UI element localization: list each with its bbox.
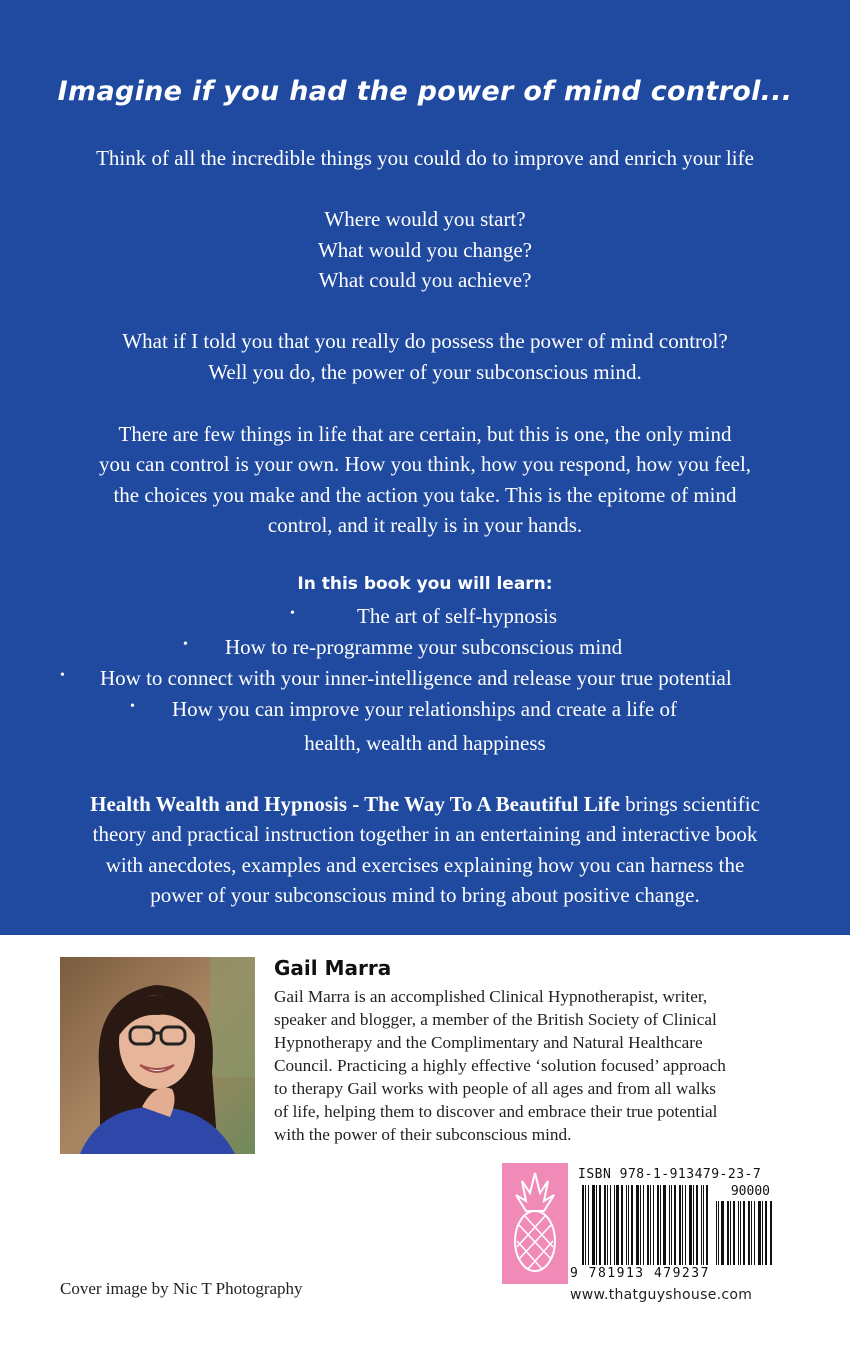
barcode-bar	[599, 1185, 601, 1265]
price-code: 90000	[730, 1184, 770, 1199]
addon-barcode-bar	[765, 1201, 767, 1265]
summary-line: with anecdotes, examples and exercises explaining how you can harness the	[105, 853, 745, 877]
bullet-text: How to connect with your inner-intelligence and release your true potential	[100, 666, 732, 690]
addon-barcode-bar	[754, 1201, 755, 1265]
summary-line: theory and practical instruction together in an entertaining and interactive book	[92, 822, 758, 846]
summary-line	[0, 789, 850, 819]
addon-barcode-bar	[730, 1201, 731, 1265]
question-line: Where would you start?	[324, 207, 526, 231]
barcode-bar	[628, 1185, 629, 1265]
barcode-bar	[607, 1185, 608, 1265]
bullet-icon: •	[183, 637, 188, 652]
bullet-icon: •	[60, 668, 65, 683]
summary-text: brings scientific	[619, 792, 760, 816]
bullet-continuation: health, wealth and happiness	[304, 731, 546, 755]
barcode-bar	[614, 1185, 615, 1265]
question-line: What would you change?	[317, 238, 532, 262]
paragraph-line: the choices you make and the action you take. This is the epitome of mind	[113, 483, 737, 507]
barcode-bar	[657, 1185, 659, 1265]
barcode-bar	[588, 1185, 589, 1265]
barcode-bar	[610, 1185, 611, 1265]
author-name: Gail Marra	[274, 956, 392, 980]
barcode-bar	[647, 1185, 649, 1265]
intro-line: Think of all the incredible things you could do to improve and enrich your life	[96, 146, 754, 170]
learn-heading: In this book you will learn:	[297, 574, 553, 594]
barcode-bar	[660, 1185, 661, 1265]
bullet-icon: •	[290, 606, 295, 621]
bullet-text: How to re-programme your subconscious mind	[225, 635, 623, 659]
bullet-text: The art of self-hypnosis	[357, 604, 558, 628]
bio-line: with the power of their subconscious mind.	[274, 1125, 572, 1144]
barcode-bar	[582, 1185, 584, 1265]
paragraph-line: control, and it really is in your hands.	[267, 513, 583, 537]
addon-barcode-bar	[751, 1201, 752, 1265]
barcode-bar	[706, 1185, 708, 1265]
addon-barcode-bar	[743, 1201, 745, 1265]
barcode-bar	[689, 1185, 692, 1265]
addon-barcode-bar	[733, 1201, 735, 1265]
barcode-bar	[685, 1185, 686, 1265]
barcode-bar	[693, 1185, 694, 1265]
barcode-bar	[636, 1185, 639, 1265]
addon-barcode-bar	[748, 1201, 750, 1265]
bio-line: of life, helping them to discover and embrace their true potential	[274, 1102, 718, 1121]
barcode-bar	[696, 1185, 698, 1265]
barcode-bar	[650, 1185, 651, 1265]
author-photo	[60, 957, 255, 1154]
barcode-bar	[703, 1185, 704, 1265]
barcode-bar	[701, 1185, 702, 1265]
barcode-bar	[631, 1185, 633, 1265]
bio-line: Hypnotherapy and the Complimentary and Natural Healthcare	[274, 1033, 703, 1052]
isbn-text: ISBN 978-1-913479-23-7	[578, 1167, 762, 1182]
barcode-bar	[592, 1185, 595, 1265]
ean-number: 9 781913 479237	[570, 1266, 710, 1281]
book-title: Health Wealth and Hypnosis - The Way To A Beautiful Life	[90, 792, 620, 816]
barcode-bar	[643, 1185, 644, 1265]
barcode-bar	[674, 1185, 676, 1265]
isbn-barcode	[568, 1163, 776, 1284]
bio-line: Council. Practicing a highly effective ‘solution focused’ approach	[274, 1056, 726, 1075]
bio-line: speaker and blogger, a member of the British Society of Clinical	[274, 1010, 717, 1029]
barcode-bar	[679, 1185, 681, 1265]
addon-barcode-bar	[762, 1201, 763, 1265]
question-line: What could you achieve?	[318, 268, 532, 292]
tagline: Imagine if you had the power of mind control...	[57, 76, 793, 107]
addon-barcode-bar	[740, 1201, 741, 1265]
addon-barcode-bar	[718, 1201, 719, 1265]
bullet-icon: •	[130, 699, 135, 714]
barcode-bar	[621, 1185, 623, 1265]
addon-barcode-bar	[727, 1201, 729, 1265]
barcode-bar	[596, 1185, 597, 1265]
photo-credit: Cover image by Nic T Photography	[60, 1279, 303, 1298]
addon-barcode-bar	[758, 1201, 761, 1265]
barcode-bar	[663, 1185, 666, 1265]
barcode-bar	[671, 1185, 672, 1265]
barcode-bar	[616, 1185, 619, 1265]
publisher-website: www.thatguyshouse.com	[570, 1287, 753, 1303]
bio-line: Gail Marra is an accomplished Clinical Hypnotherapist, writer,	[274, 987, 708, 1006]
paragraph-line: What if I told you that you really do possess the power of mind control?	[122, 329, 728, 353]
bio-line: to therapy Gail works with people of all ages and from all walks	[274, 1079, 716, 1098]
addon-barcode-bar	[770, 1201, 772, 1265]
barcode-bar	[640, 1185, 641, 1265]
barcode-bar	[626, 1185, 627, 1265]
bullet-text: How you can improve your relationships and create a life of	[172, 697, 677, 721]
addon-barcode-bar	[738, 1201, 739, 1265]
paragraph-line: you can control is your own. How you think, how you respond, how you feel,	[98, 452, 752, 476]
pineapple-icon	[502, 1163, 568, 1284]
author-portrait-image	[60, 957, 255, 1154]
addon-barcode-bar	[716, 1201, 717, 1265]
addon-barcode-bar	[721, 1201, 724, 1265]
barcode-bar	[682, 1185, 683, 1265]
summary-line: power of your subconscious mind to bring about positive change.	[150, 883, 700, 907]
barcode-bar	[653, 1185, 654, 1265]
paragraph-line: There are few things in life that are certain, but this is one, the only mind	[118, 422, 732, 446]
barcode-bar	[585, 1185, 586, 1265]
paragraph-line: Well you do, the power of your subconscious mind.	[208, 360, 642, 384]
barcode-bar	[669, 1185, 670, 1265]
barcode-bar	[604, 1185, 606, 1265]
publisher-logo	[502, 1163, 568, 1284]
